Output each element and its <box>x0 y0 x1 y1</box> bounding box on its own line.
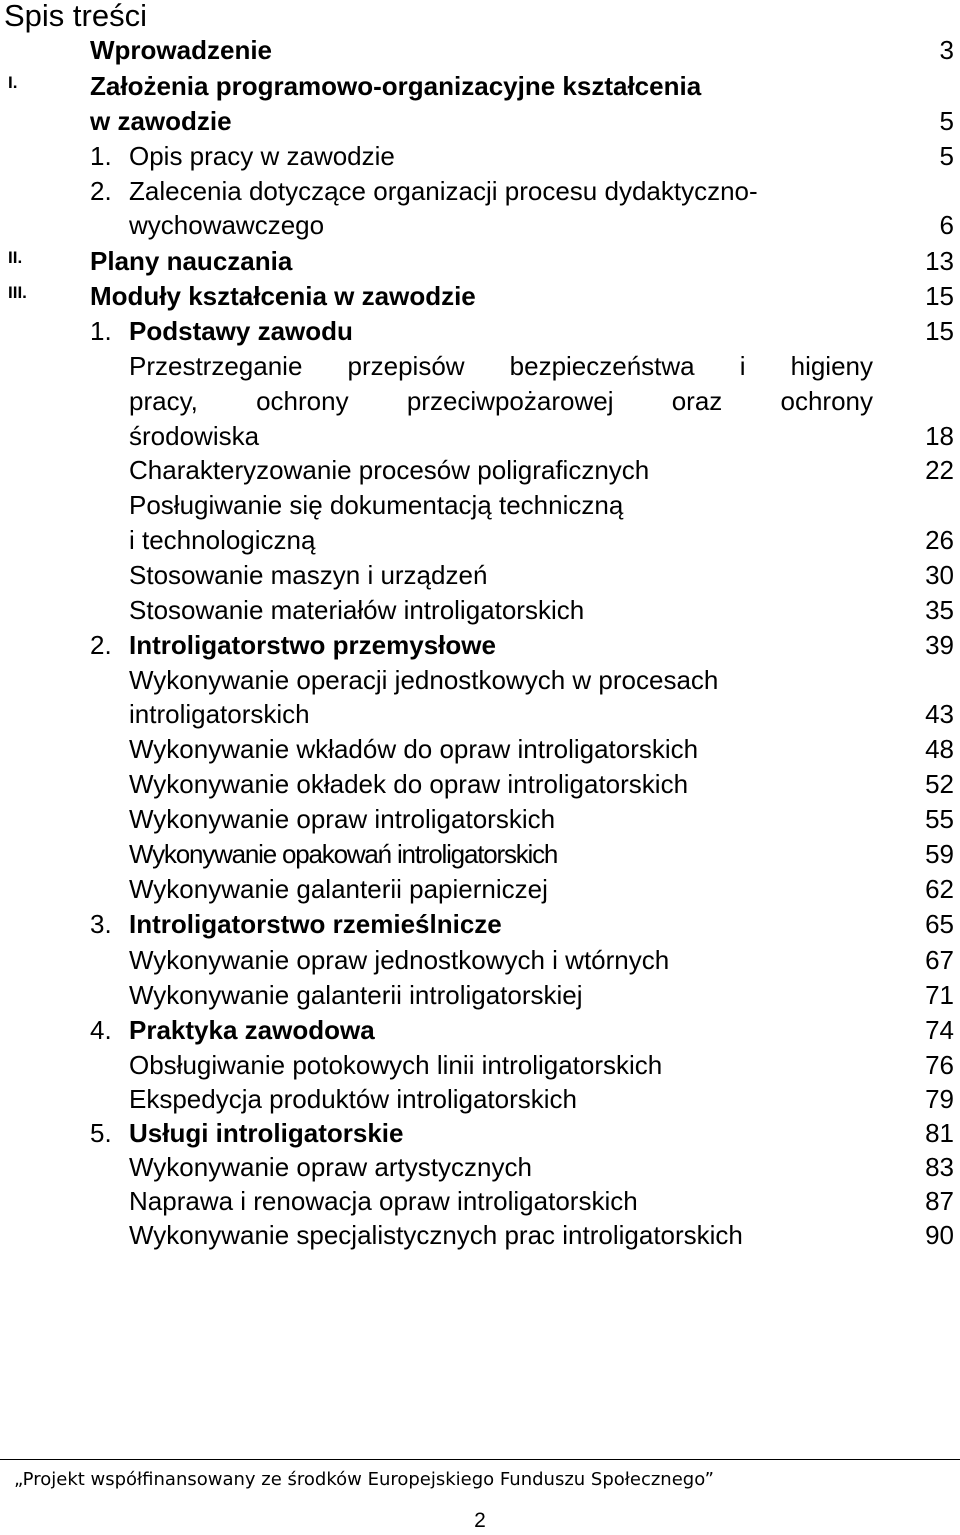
toc-entry-title: Podstawy zawodu <box>129 316 353 346</box>
toc-entry-continuation <box>0 523 960 558</box>
toc-entry <box>0 1150 960 1185</box>
toc-entry <box>0 453 960 488</box>
toc-entry-number: 3. <box>90 909 112 939</box>
toc-entry <box>0 978 960 1013</box>
toc-entry <box>0 349 960 384</box>
toc-page-number: 48 <box>925 734 954 764</box>
toc-entry <box>0 174 960 209</box>
toc-entry <box>0 593 960 628</box>
toc-entry <box>0 1013 960 1048</box>
toc-page-number: 81 <box>925 1118 954 1148</box>
toc-page-number: 30 <box>925 560 954 590</box>
toc-entry-title: Wykonywanie galanterii introligatorskiej <box>129 980 583 1010</box>
toc-entry <box>0 907 960 942</box>
toc-entry-title: Charakteryzowanie procesów poligraficznych <box>129 455 650 485</box>
toc-entry <box>0 1048 960 1083</box>
toc-entry <box>0 872 960 907</box>
toc-page-number: 59 <box>925 839 954 869</box>
toc-entry <box>0 837 960 872</box>
toc-entry-title: Ekspedycja produktów introligatorskich <box>129 1084 577 1114</box>
toc-entry-title: Obsługiwanie potokowych linii introligatorskich <box>129 1050 663 1080</box>
toc-page-number: 87 <box>925 1186 954 1216</box>
toc-entry-number: 1. <box>90 316 112 346</box>
toc-page-number: 35 <box>925 595 954 625</box>
toc-page-number: 52 <box>925 769 954 799</box>
toc-entry-title: Wykonywanie opraw artystycznych <box>129 1152 532 1182</box>
toc-entry <box>0 33 960 68</box>
toc-entry-title: Naprawa i renowacja opraw introligatorskich <box>129 1186 638 1216</box>
toc-page-number: 26 <box>925 525 954 555</box>
toc-page-number: 65 <box>925 909 954 939</box>
toc-entry-title: Stosowanie materiałów introligatorskich <box>129 595 585 625</box>
toc-entry-number: 1. <box>90 141 112 171</box>
toc-entry-title: Wykonywanie operacji jednostkowych w procesach <box>129 665 719 695</box>
toc-page-number: 43 <box>925 699 954 729</box>
toc-entry-title: Usługi introligatorskie <box>129 1118 404 1148</box>
toc-entry-number: 2. <box>90 176 112 206</box>
toc-entry-title: Introligatorstwo przemysłowe <box>129 630 496 660</box>
toc-entry <box>0 943 960 978</box>
toc-entry-title: introligatorskich <box>129 699 310 729</box>
toc-entry-title: Wykonywanie opraw introligatorskich <box>129 804 556 834</box>
toc-entry-title: Wykonywanie specjalistycznych prac introligatorskich <box>129 1220 743 1250</box>
toc-page-number: 83 <box>925 1152 954 1182</box>
toc-entry-continuation <box>0 697 960 732</box>
toc-entry-title: Wykonywanie wkładów do opraw introligatorskich <box>129 734 699 764</box>
toc-entry-title: Zalecenia dotyczące organizacji procesu dydaktyczno- <box>129 176 758 206</box>
toc-page-number: 22 <box>925 455 954 485</box>
toc-entry-title: w zawodzie <box>90 106 232 136</box>
toc-entry-title: Wykonywanie opraw jednostkowych i wtórnych <box>129 945 670 975</box>
toc-roman-numeral: I. <box>8 73 18 92</box>
toc-page-number: 90 <box>925 1220 954 1250</box>
toc-entry-title: pracy, ochrony przeciwpożarowej oraz ochrony <box>129 386 873 416</box>
toc-entry-title: Wprowadzenie <box>90 35 273 65</box>
toc-entry <box>0 139 960 174</box>
toc-entry <box>0 1218 960 1253</box>
toc-page-number: 67 <box>925 945 954 975</box>
toc-page-number: 5 <box>939 106 954 136</box>
toc-entry-continuation <box>0 419 960 454</box>
toc-page-number: 76 <box>925 1050 954 1080</box>
toc-entry <box>0 732 960 767</box>
toc-entry-continuation <box>0 104 960 139</box>
toc-page-number: 6 <box>939 210 954 240</box>
toc-page-number: 71 <box>925 980 954 1010</box>
toc-entry-title: Założenia programowo-organizacyjne kształcenia <box>90 71 702 101</box>
footer-text: „Projekt współfinansowany ze środków Europejskiego Funduszu Społecznego” <box>14 1469 714 1490</box>
toc-entry-title: Wykonywanie opakowań introligatorskich <box>129 839 558 869</box>
toc-entry-title: Przestrzeganie przepisów bezpieczeństwa i higieny <box>129 351 873 381</box>
toc-roman-numeral: III. <box>8 283 27 302</box>
toc-entry-title: Praktyka zawodowa <box>129 1015 375 1045</box>
toc-entry <box>0 767 960 802</box>
toc-entry <box>0 663 960 698</box>
toc-entry-number: 5. <box>90 1118 112 1148</box>
page-number: 2 <box>474 1509 486 1532</box>
toc-entry-continuation <box>0 208 960 243</box>
toc-entry-continuation <box>0 384 960 419</box>
toc-entry <box>0 279 960 314</box>
toc-entry-number: 4. <box>90 1015 112 1045</box>
toc-entry-title: i technologiczną <box>129 525 316 555</box>
page-title: Spis treści <box>4 0 147 33</box>
toc-page-number: 13 <box>925 246 954 276</box>
toc-page-number: 18 <box>925 421 954 451</box>
toc-entry <box>0 314 960 349</box>
toc-entry <box>0 802 960 837</box>
toc-page-number: 62 <box>925 874 954 904</box>
toc-entry-title: Plany nauczania <box>90 246 293 276</box>
toc-page-number: 55 <box>925 804 954 834</box>
toc-page-number: 5 <box>939 141 954 171</box>
toc-page-number: 39 <box>925 630 954 660</box>
toc-entry-title: Posługiwanie się dokumentacją techniczną <box>129 490 624 520</box>
footer-divider <box>0 1459 960 1460</box>
toc-page-number: 74 <box>925 1015 954 1045</box>
toc-entry <box>0 628 960 663</box>
toc-entry-number: 2. <box>90 630 112 660</box>
toc-entry-title: Opis pracy w zawodzie <box>129 141 395 171</box>
toc-entry-title: Moduły kształcenia w zawodzie <box>90 281 476 311</box>
toc-entry <box>0 488 960 523</box>
toc-entry <box>0 1082 960 1117</box>
toc-roman-numeral: II. <box>8 248 23 267</box>
toc-entry-title: Introligatorstwo rzemieślnicze <box>129 909 502 939</box>
toc-entry <box>0 244 960 279</box>
toc-entry <box>0 558 960 593</box>
toc-entry <box>0 1116 960 1151</box>
toc-entry-title: Wykonywanie okładek do opraw introligatorskich <box>129 769 689 799</box>
toc-page-number: 3 <box>939 35 954 65</box>
toc-page-number: 15 <box>925 281 954 311</box>
toc-page-number: 79 <box>925 1084 954 1114</box>
toc-entry <box>0 1184 960 1219</box>
toc-entry-title: wychowawczego <box>129 210 325 240</box>
toc-entry-title: Wykonywanie galanterii papierniczej <box>129 874 548 904</box>
toc-page-number: 15 <box>925 316 954 346</box>
toc-entry-title: środowiska <box>129 421 260 451</box>
toc-entry <box>0 69 960 104</box>
toc-entry-title: Stosowanie maszyn i urządzeń <box>129 560 488 590</box>
